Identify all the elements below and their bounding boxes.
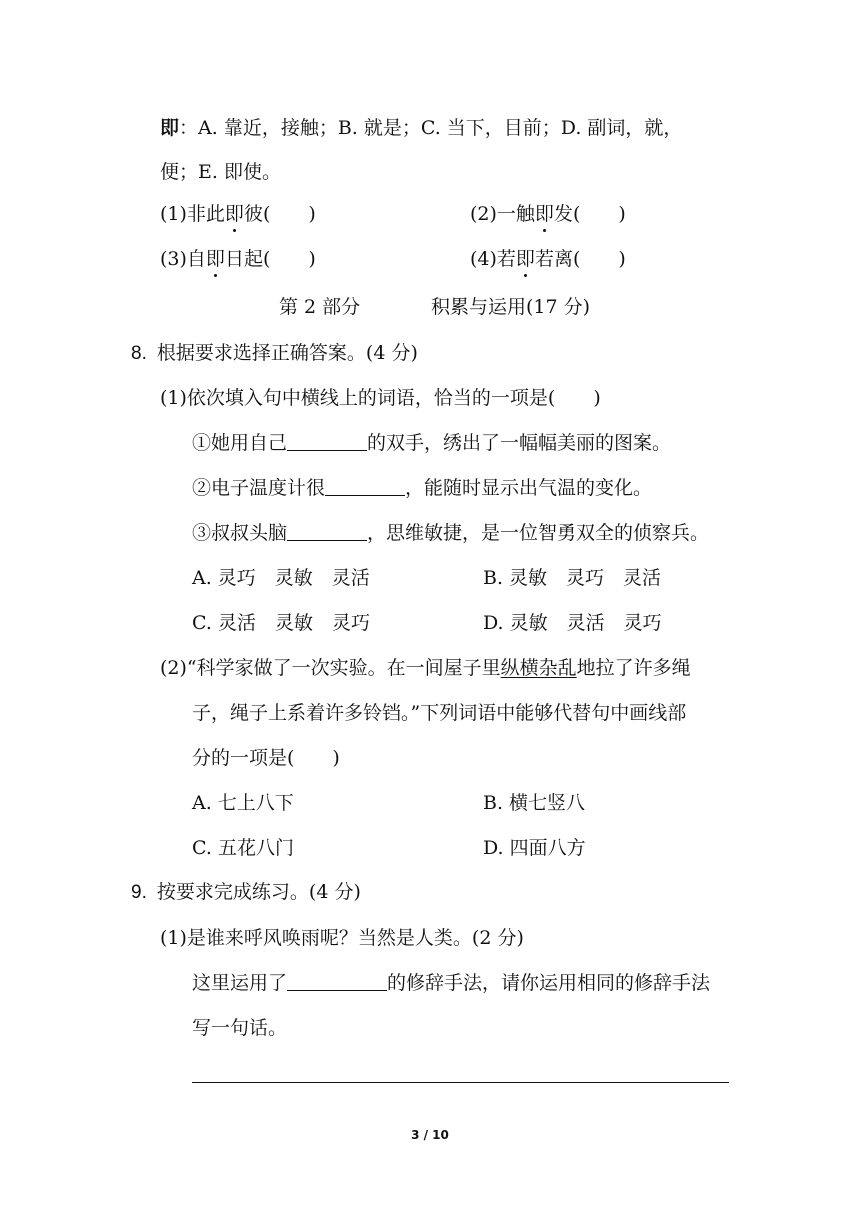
q7-definition-line-1 [160, 116, 682, 140]
q8-number: 8. [131, 343, 147, 364]
answer-blank[interactable] [287, 972, 387, 991]
q8-2-line-2: 子，绳子上系着许多铃铛。”下列词语中能够代替句中画线部 [192, 702, 687, 724]
q8-1-sentence-3: ③叔叔头脑 ，思维敏捷，是一位智勇双全的侦察兵。 [192, 522, 710, 544]
answer-blank[interactable] [287, 522, 367, 541]
q8-2-option-a[interactable]: A. 七上八下 [192, 792, 294, 814]
dotted-char: 即 [205, 248, 225, 270]
dotted-char: 即 [224, 203, 244, 225]
q7-definition-line-2: 便；E. 即使。 [160, 161, 281, 183]
answer-blank[interactable] [287, 432, 367, 451]
answer-blank[interactable] [325, 477, 405, 496]
dotted-char: 即 [515, 248, 535, 270]
q9-1-line-1: 这里运用了 的修辞手法，请你运用相同的修辞手法 [192, 972, 711, 994]
q8-1-sentence-1: ①她用自己 的双手，绣出了一幅幅美丽的图案。 [192, 432, 672, 454]
q8-2-option-d[interactable]: D. 四面八方 [483, 837, 586, 859]
q9-1-line-2: 写一句话。 [192, 1017, 288, 1039]
q8-2-line-3: 分的一项是( ) [192, 747, 340, 769]
q8-2-option-c[interactable]: C. 五花八门 [192, 837, 294, 859]
q8-2-option-b[interactable]: B. 横七竖八 [483, 792, 586, 814]
q9-number: 9. [131, 882, 147, 903]
q8-1-option-b[interactable]: B. 灵敏 灵巧 灵活 [483, 567, 662, 589]
q7-item-3: (3)自即日起( ) [160, 248, 316, 270]
q7-item-1: (1)非此即彼( ) [160, 203, 316, 225]
q9-stem: 按要求完成练习。(4 分) [156, 881, 361, 903]
q9-heading [131, 880, 361, 905]
q8-1-option-a[interactable]: A. 灵巧 灵敏 灵活 [192, 567, 370, 589]
answer-writing-line[interactable] [192, 1082, 729, 1083]
section-part: 第 2 部分 [279, 296, 361, 318]
q9-1-prompt: (1)是谁来呼风唤雨呢？当然是人类。(2 分) [160, 927, 524, 949]
q8-2-label: (2) [160, 657, 187, 679]
q8-1-option-d[interactable]: D. 灵敏 灵活 灵巧 [483, 612, 662, 634]
q7-head-char: 即 [160, 117, 180, 139]
q7-item-2: (2)一触即发( ) [470, 203, 626, 225]
q8-2-line-1: (2)“科学家做了一次实验。在一间屋子里纵横杂乱地拉了许多绳 [160, 657, 691, 679]
q8-1-option-c[interactable]: C. 灵活 灵敏 灵巧 [192, 612, 370, 634]
q8-1-sentence-2: ②电子温度计很 ，能随时显示出气温的变化。 [192, 477, 653, 499]
section-title: 积累与运用(17 分) [431, 296, 591, 318]
q8-stem: 根据要求选择正确答案。(4 分) [156, 342, 418, 364]
q7-definitions: ：A. 靠近，接触；B. 就是；C. 当下，目前；D. 副词，就， [179, 117, 683, 139]
q7-item-4: (4)若即若离( ) [470, 248, 626, 270]
q8-heading [131, 341, 418, 366]
underlined-phrase: 纵横杂乱 [500, 657, 577, 679]
page-number: 3 / 10 [411, 1128, 449, 1142]
q8-1-prompt: (1)依次填入句中横线上的词语，恰当的一项是( ) [160, 387, 601, 409]
dotted-char: 即 [534, 203, 554, 225]
